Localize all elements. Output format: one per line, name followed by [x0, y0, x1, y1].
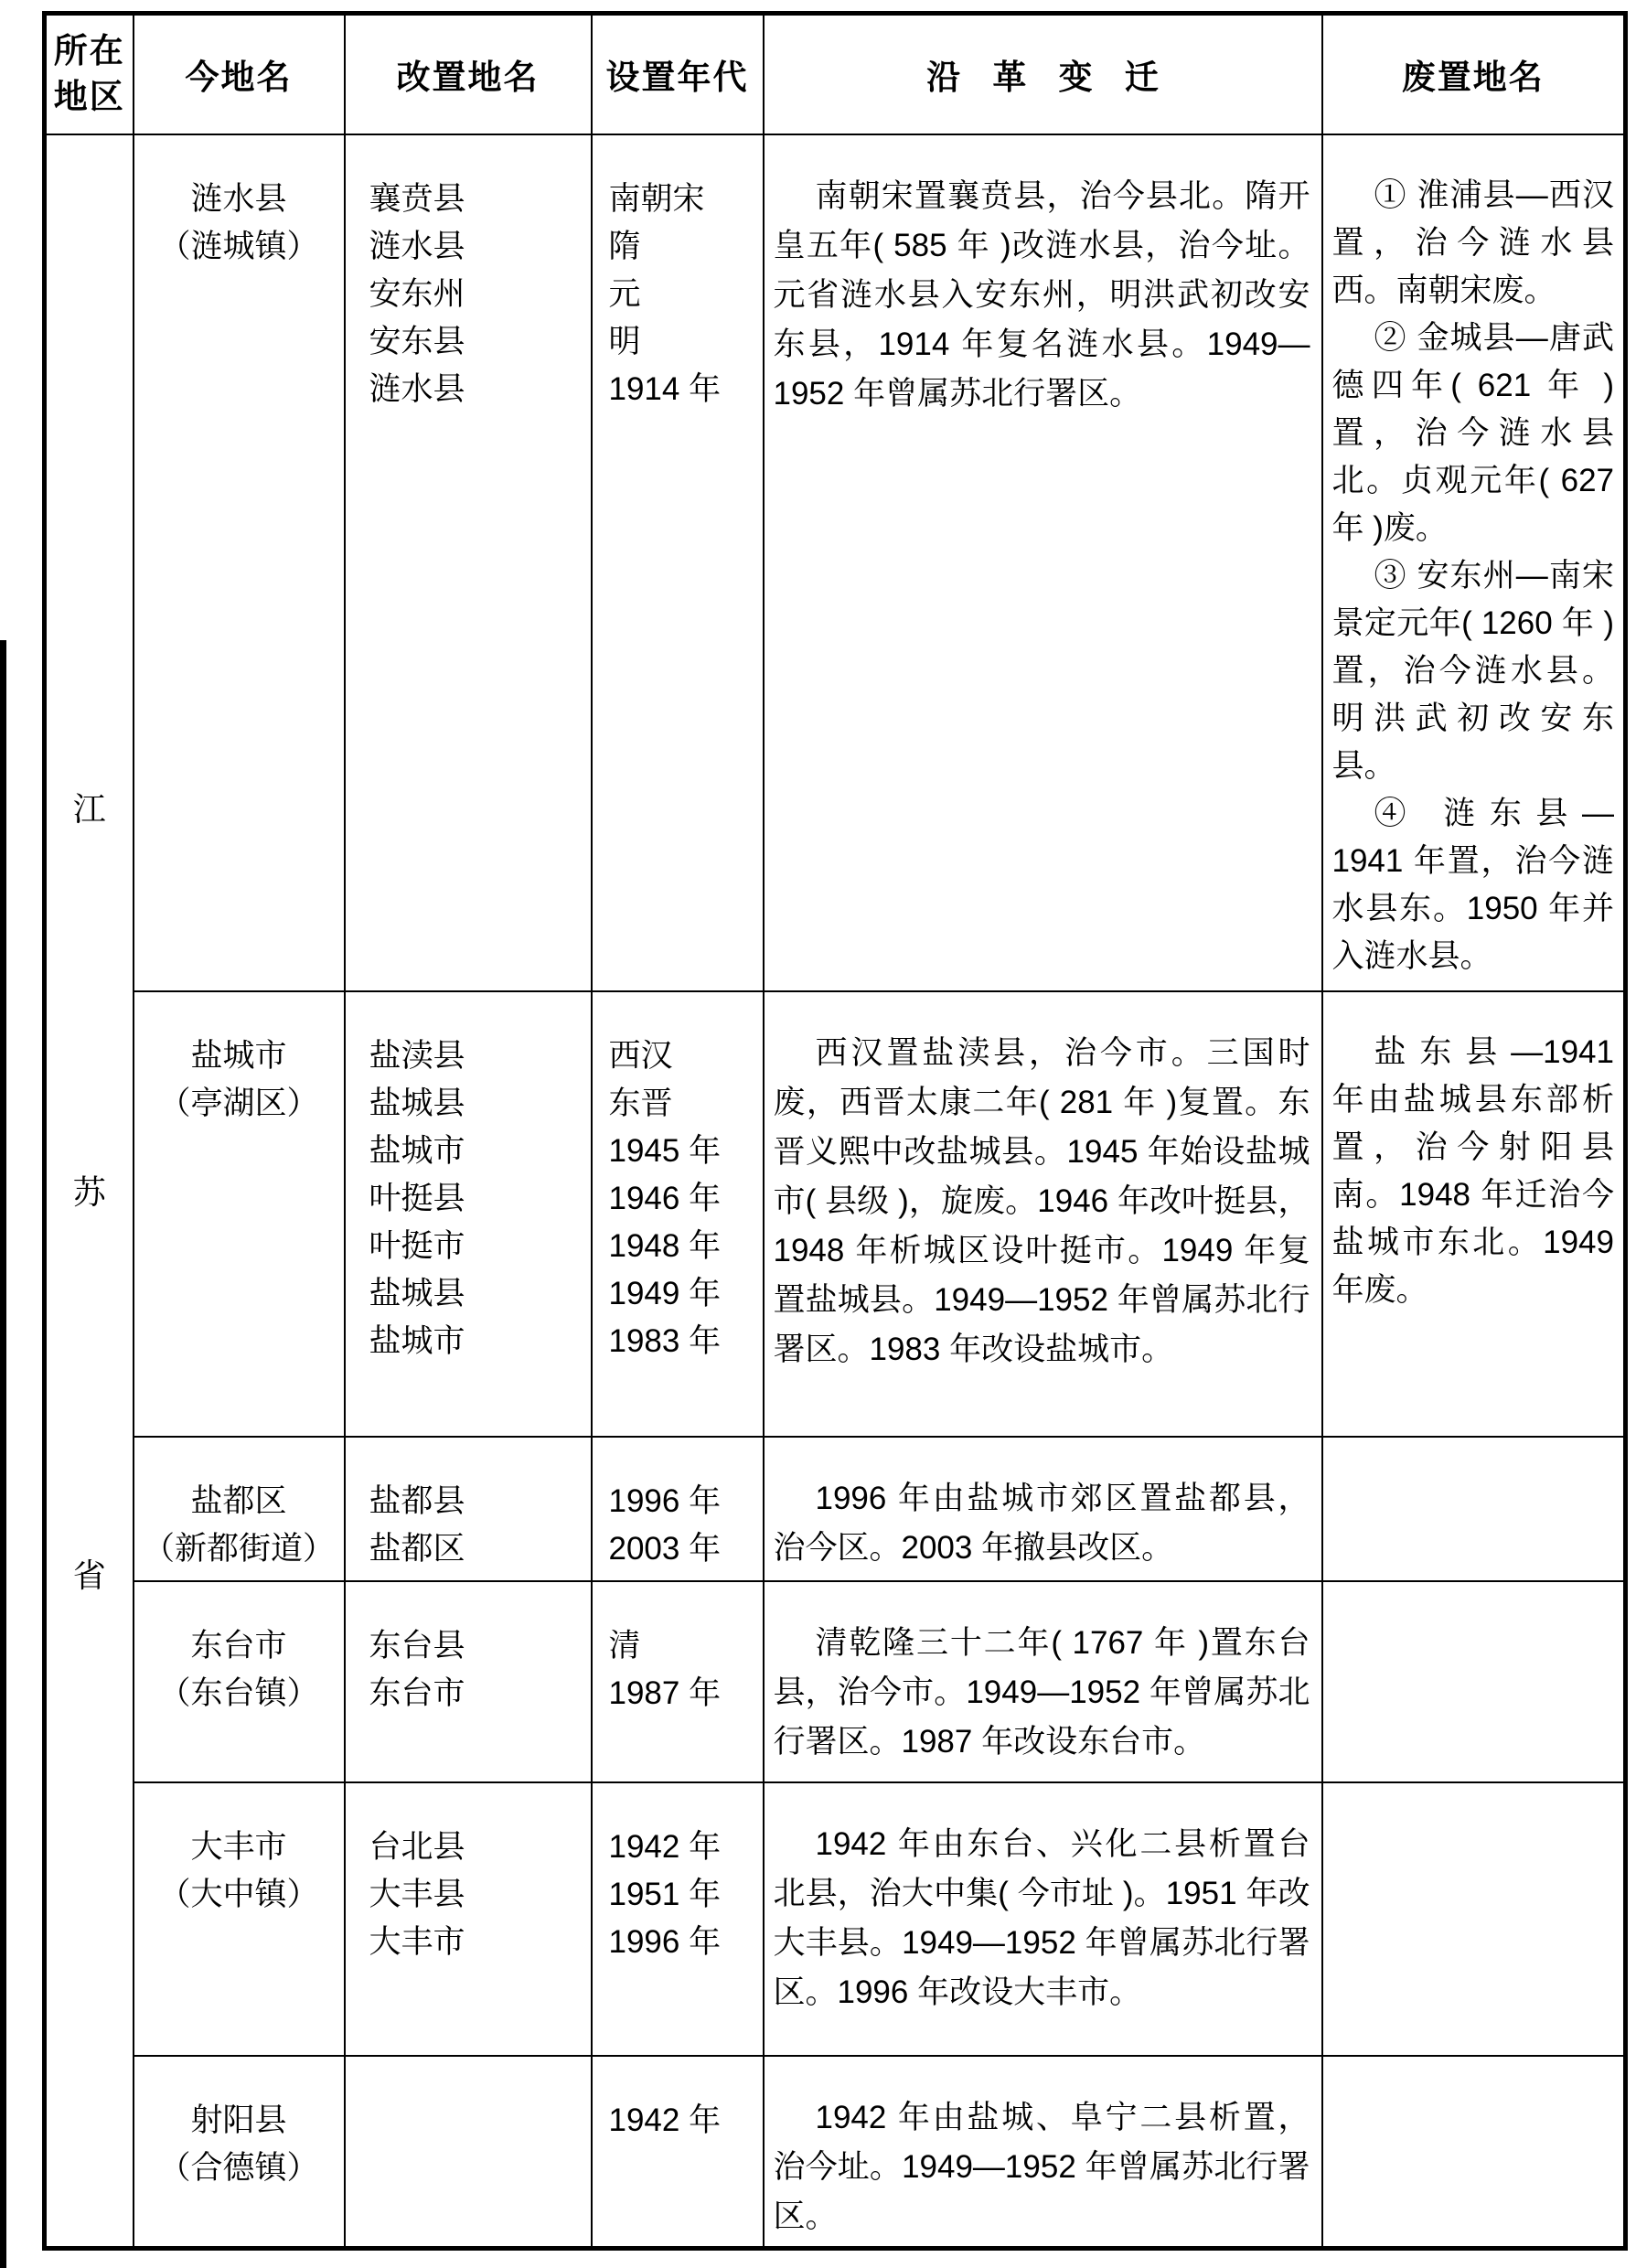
col-header-renamed: 改置地名	[345, 14, 592, 134]
abolished-item: ② 金城县—唐武德四年( 621 年 )置，治今涟水县北。贞观元年( 627 年 )废。	[1331, 319, 1614, 546]
renamed-cell	[345, 1782, 592, 2055]
renamed-item: 叶挺县	[369, 1180, 465, 1216]
evolution-cell	[764, 1782, 1322, 2055]
renamed-item: 叶挺市	[369, 1227, 465, 1264]
table-row-sheyang	[45, 2056, 1626, 2248]
era-item: 1987 年	[608, 1674, 722, 1711]
renamed-item: 襄贲县	[369, 180, 465, 217]
renamed-item: 东台县	[369, 1627, 465, 1664]
era-item: 1949 年	[608, 1275, 722, 1311]
renamed-item: 大丰县	[369, 1877, 465, 1913]
evolution-cell	[764, 991, 1322, 1437]
era-item: 清	[608, 1627, 641, 1664]
region-char-2: 苏	[72, 1173, 106, 1211]
col-header-region	[45, 14, 134, 134]
current-town: （合德镇）	[158, 2149, 319, 2186]
abolished-cell	[1322, 1581, 1626, 1782]
era-item: 1942 年	[608, 1829, 722, 1866]
renamed-item: 大丰市	[369, 1924, 465, 1961]
col-header-abolished: 废置地名	[1322, 14, 1626, 134]
era-cell	[592, 1437, 764, 1581]
era-item: 西汉	[608, 1037, 673, 1074]
renamed-item: 盐都区	[369, 1530, 465, 1567]
era-item: 明	[608, 323, 641, 359]
evolution-text: 南朝宋置襄贲县，治今县北。隋开皇五年( 585 年 )改涟水县，治今址。元省涟水县入安东州，明洪武初改安东县，1914 年复名涟水县。1949—1952 年曾属苏北行署区。	[773, 177, 1310, 412]
era-item: 1948 年	[608, 1227, 722, 1264]
abolished-cell	[1322, 1782, 1626, 2055]
placenames-table	[42, 11, 1628, 2251]
current-name-cell	[134, 2056, 345, 2248]
era-item: 1942 年	[608, 2102, 722, 2138]
evolution-cell	[764, 1437, 1322, 1581]
region-cell	[45, 134, 134, 2249]
evolution-cell	[764, 1581, 1322, 1782]
current-name: 大丰市	[190, 1829, 287, 1866]
col-header-evolution-label: 沿革变迁	[926, 59, 1191, 97]
abolished-cell	[1322, 991, 1626, 1437]
era-item: 1946 年	[608, 1180, 722, 1216]
current-town: （亭湖区）	[158, 1085, 319, 1121]
abolished-item: ④ 涟东县—1941 年置，治今涟水县东。1950 年并入涟水县。	[1331, 795, 1614, 974]
col-header-era: 设置年代	[592, 14, 764, 134]
renamed-item: 盐城市	[369, 1132, 465, 1169]
table-row-yandu	[45, 1437, 1626, 1581]
renamed-cell	[345, 134, 592, 991]
header-row	[45, 14, 1626, 134]
col-header-evolution	[764, 14, 1322, 134]
era-item: 1951 年	[608, 1877, 722, 1913]
era-item: 南朝宋	[608, 180, 705, 217]
era-item: 东晋	[608, 1085, 673, 1121]
current-name-cell	[134, 1437, 345, 1581]
evolution-cell	[764, 2056, 1322, 2248]
col-header-current-name: 今地名	[134, 14, 345, 134]
renamed-cell	[345, 2056, 592, 2248]
era-item: 隋	[608, 228, 641, 264]
current-town: （新都街道）	[142, 1530, 335, 1567]
era-item: 1996 年	[608, 1924, 722, 1961]
era-item: 2003 年	[608, 1530, 722, 1567]
abolished-cell	[1322, 1437, 1626, 1581]
current-name: 盐城市	[190, 1037, 287, 1074]
current-name-cell	[134, 1581, 345, 1782]
current-town: （东台镇）	[158, 1674, 319, 1711]
renamed-item: 盐城县	[369, 1085, 465, 1121]
evolution-text: 1996 年由盐城市郊区置盐都县，治今区。2003 年撤县改区。	[773, 1480, 1310, 1566]
era-cell	[592, 991, 764, 1437]
scan-edge-artifact	[0, 640, 6, 2268]
table-row-dafeng	[45, 1782, 1626, 2055]
renamed-item: 涟水县	[369, 228, 465, 264]
current-name: 东台市	[190, 1627, 287, 1664]
era-cell	[592, 2056, 764, 2248]
renamed-item: 盐城市	[369, 1322, 465, 1359]
era-item: 元	[608, 275, 641, 312]
region-vertical-label	[47, 135, 133, 2246]
region-char-1: 江	[72, 790, 106, 828]
table-row-yancheng	[45, 991, 1626, 1437]
abolished-cell	[1322, 2056, 1626, 2248]
evolution-text: 西汉置盐渎县，治今市。三国时废，西晋太康二年( 281 年 )复置。东晋义熙中改盐城县。1945 年始设盐城市( 县级 )，旋废。1946 年改叶挺县，1948 年析城区设叶挺市。1949 年复置盐城县。1949—1952 年曾属苏北行署区。1983 年改设盐城市。	[773, 1034, 1310, 1367]
renamed-cell	[345, 1581, 592, 1782]
renamed-item: 台北县	[369, 1829, 465, 1866]
renamed-item: 盐城县	[369, 1275, 465, 1311]
evolution-text: 1942 年由东台、兴化二县析置台北县，治大中集( 今市址 )。1951 年改大丰县。1949—1952 年曾属苏北行署区。1996 年改设大丰市。	[773, 1826, 1310, 2011]
renamed-item: 安东州	[369, 275, 465, 312]
era-cell	[592, 1782, 764, 2055]
abolished-item: ③ 安东州—南宋景定元年( 1260 年 )置，治今涟水县。明洪武初改安东县。	[1331, 557, 1614, 784]
renamed-item: 东台市	[369, 1674, 465, 1711]
current-town: （涟城镇）	[158, 228, 319, 264]
era-item: 1996 年	[608, 1482, 722, 1519]
current-name-cell	[134, 134, 345, 991]
current-name: 涟水县	[190, 180, 287, 217]
evolution-cell	[764, 134, 1322, 991]
evolution-text: 清乾隆三十二年( 1767 年 )置东台县，治今市。1949—1952 年曾属苏北行署区。1987 年改设东台市。	[773, 1624, 1310, 1760]
current-name: 射阳县	[190, 2102, 287, 2138]
current-name-cell	[134, 1782, 345, 2055]
renamed-item: 盐都县	[369, 1482, 465, 1519]
current-name: 盐都区	[190, 1482, 287, 1519]
abolished-item: ① 淮浦县—西汉置，治今涟水县西。南朝宋废。	[1331, 177, 1614, 308]
era-item: 1983 年	[608, 1322, 722, 1359]
region-char-3: 省	[72, 1557, 106, 1594]
table-row-lianshui	[45, 134, 1626, 991]
current-name-cell	[134, 991, 345, 1437]
renamed-item: 安东县	[369, 323, 465, 359]
evolution-text: 1942 年由盐城、阜宁二县析置，治今址。1949—1952 年曾属苏北行署区。	[773, 2099, 1310, 2234]
abolished-cell	[1322, 134, 1626, 991]
renamed-cell	[345, 991, 592, 1437]
col-header-region-label: 所在地区	[53, 32, 125, 116]
era-item: 1945 年	[608, 1132, 722, 1169]
renamed-cell	[345, 1437, 592, 1581]
current-town: （大中镇）	[158, 1877, 319, 1913]
abolished-item: 盐东县—1941 年由盐城县东部析置，治今射阳县南。1948 年迁治今盐城市东北。1949 年废。	[1331, 1033, 1614, 1308]
era-cell	[592, 134, 764, 991]
era-cell	[592, 1581, 764, 1782]
table-row-dongtai	[45, 1581, 1626, 1782]
renamed-item: 盐渎县	[369, 1037, 465, 1074]
renamed-item: 涟水县	[369, 370, 465, 407]
era-item: 1914 年	[608, 370, 722, 407]
